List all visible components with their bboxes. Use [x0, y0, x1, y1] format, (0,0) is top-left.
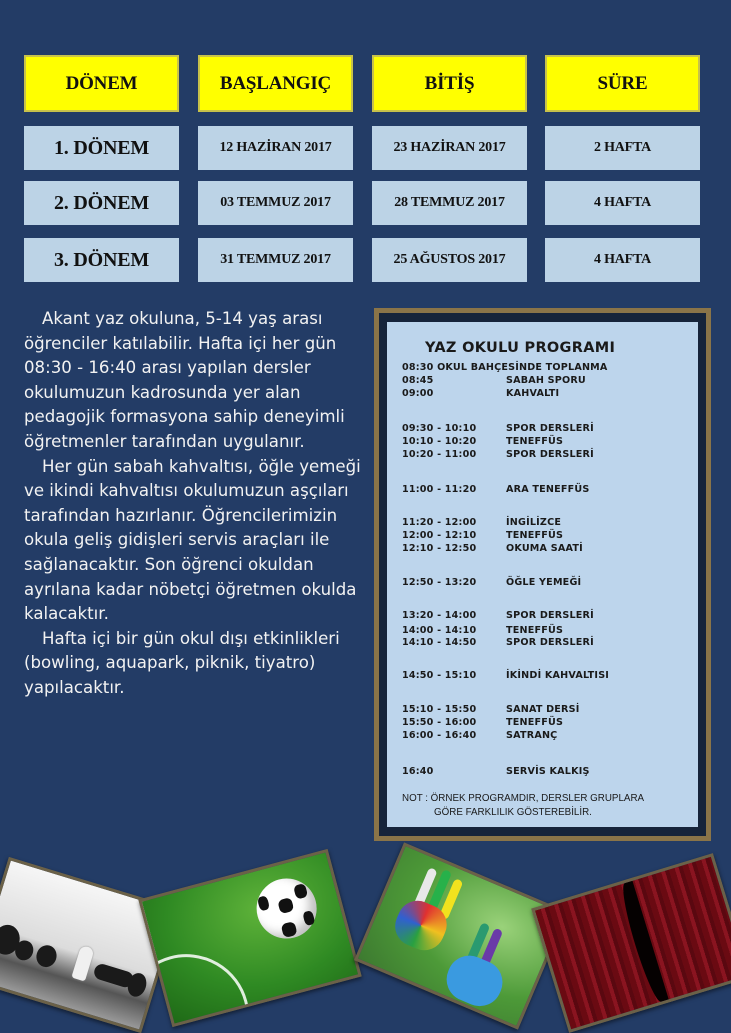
program-activity: TENEFFÜS — [506, 530, 564, 541]
program-row — [402, 484, 589, 495]
program-row — [402, 436, 563, 447]
program-row — [402, 423, 594, 434]
program-activity: SANAT DERSİ — [506, 704, 580, 715]
program-activity: SPOR DERSLERİ — [506, 449, 594, 460]
program-time: 15:50 - 16:00 — [402, 717, 477, 728]
intro-text — [24, 307, 374, 701]
table-cell-duration: 2 HAFTA — [545, 126, 700, 170]
program-note-line1: NOT : ÖRNEK PROGRAMDIR, DERSLER GRUPLARA — [402, 793, 645, 804]
table-cell-period: 3. DÖNEM — [24, 238, 179, 282]
program-time: 10:10 - 10:20 — [402, 436, 477, 447]
program-time: 14:00 - 14:10 — [402, 625, 477, 636]
painted-hands-photo — [354, 842, 568, 1029]
table-cell-end: 25 AĞUSTOS 2017 — [372, 238, 527, 282]
program-activity: ÖĞLE YEMEĞİ — [506, 577, 582, 588]
program-row — [402, 730, 557, 741]
program-activity: SPOR DERSLERİ — [506, 423, 594, 434]
program-row — [402, 530, 563, 541]
header-donem: DÖNEM — [24, 55, 179, 112]
program-title: YAZ OKULU PROGRAMI — [425, 340, 616, 356]
program-row — [402, 637, 594, 648]
program-row — [402, 670, 609, 681]
program-activity: SPOR DERSLERİ — [506, 637, 594, 648]
program-activity: OKUMA SAATİ — [506, 543, 583, 554]
program-note-line2: GÖRE FARKLILIK GÖSTEREBİLİR. — [434, 807, 592, 818]
header-bitis: BİTİŞ — [372, 55, 527, 112]
table-cell-start: 31 TEMMUZ 2017 — [198, 238, 353, 282]
program-time: 11:00 - 11:20 — [402, 484, 477, 495]
header-baslangic: BAŞLANGIÇ — [198, 55, 353, 112]
soccer-ball-icon — [250, 872, 323, 945]
table-cell-start: 03 TEMMUZ 2017 — [198, 181, 353, 225]
program-row — [402, 388, 559, 399]
intro-paragraph: Hafta içi bir gün okul dışı etkinlikleri (bowling, aquapark, piknik, tiyatro) yapılacaktır. — [24, 628, 340, 697]
table-cell-end: 28 TEMMUZ 2017 — [372, 181, 527, 225]
program-note — [402, 792, 644, 820]
program-time: 15:10 - 15:50 — [402, 704, 477, 715]
program-activity: SERVİS KALKIŞ — [506, 766, 590, 777]
program-activity: İKİNDİ KAHVALTISI — [506, 670, 610, 681]
program-time: 16:40 — [402, 766, 434, 777]
white-pawn-icon — [71, 945, 94, 982]
program-row — [402, 717, 563, 728]
table-cell-period: 2. DÖNEM — [24, 181, 179, 225]
intro-paragraph: Her gün sabah kahvaltısı, öğle yemeği ve ikindi kahvaltısı okulumuzun aşçıları tarafından hazırlanır. Öğrencilerimizin okula geliş gidişleri servis araçları ile sağlanacaktır. Son öğrenci okuldan ayrılana kadar nöbetçi öğretmen okulda kalacaktır. — [24, 456, 361, 624]
program-row — [402, 543, 583, 554]
program-gathering: 08:30 OKUL BAHÇESİNDE TOPLANMA — [402, 362, 608, 373]
program-activity: TENEFFÜS — [506, 625, 564, 636]
program-row — [402, 375, 586, 386]
program-row — [402, 517, 561, 528]
program-time: 14:10 - 14:50 — [402, 637, 477, 648]
program-activity: TENEFFÜS — [506, 436, 564, 447]
table-cell-duration: 4 HAFTA — [545, 238, 700, 282]
theater-curtain-photo — [531, 853, 731, 1033]
program-time: 10:20 - 11:00 — [402, 449, 477, 460]
program-activity: KAHVALTI — [506, 388, 560, 399]
program-frame — [374, 308, 711, 841]
chess-piece-icon — [34, 943, 60, 970]
program-activity: ARA TENEFFÜS — [506, 484, 590, 495]
program-activity: SABAH SPORU — [506, 375, 586, 386]
program-time: 11:20 - 12:00 — [402, 517, 477, 528]
soccer-photo — [138, 849, 361, 1027]
program-time: 14:50 - 15:10 — [402, 670, 477, 681]
program-time: 09:30 - 10:10 — [402, 423, 477, 434]
program-time: 13:20 - 14:00 — [402, 610, 477, 621]
table-cell-start: 12 HAZİRAN 2017 — [198, 126, 353, 170]
table-cell-duration: 4 HAFTA — [545, 181, 700, 225]
curtain-gap — [617, 881, 669, 1004]
header-sure: SÜRE — [545, 55, 700, 112]
program-row — [402, 610, 594, 621]
program-frame-border — [379, 313, 706, 836]
program-time: 09:00 — [402, 388, 434, 399]
program-row — [402, 766, 590, 777]
table-cell-end: 23 HAZİRAN 2017 — [372, 126, 527, 170]
program-activity: TENEFFÜS — [506, 717, 564, 728]
program-row — [402, 704, 580, 715]
program-row — [402, 625, 563, 636]
program-time: 12:00 - 12:10 — [402, 530, 477, 541]
program-panel — [387, 322, 698, 827]
painted-palm — [440, 949, 510, 1013]
program-time: 12:50 - 13:20 — [402, 577, 477, 588]
table-cell-period: 1. DÖNEM — [24, 126, 179, 170]
program-time: 16:00 - 16:40 — [402, 730, 477, 741]
program-activity: SATRANÇ — [506, 730, 558, 741]
program-row — [402, 577, 581, 588]
program-activity: SPOR DERSLERİ — [506, 610, 594, 621]
program-time: 08:45 — [402, 375, 434, 386]
program-time: 12:10 - 12:50 — [402, 543, 477, 554]
program-row — [402, 449, 594, 460]
program-activity: İNGİLİZCE — [506, 517, 562, 528]
intro-paragraph: Akant yaz okuluna, 5-14 yaş arası öğrenciler katılabilir. Hafta içi her gün 08:30 - 16:40 arası yapılan dersler okulumuzun kadrosunda yer alan pedagojik formasyona sahip deneyimli öğretmenler tarafından uygulanır. — [24, 309, 345, 451]
field-line — [138, 940, 263, 1027]
